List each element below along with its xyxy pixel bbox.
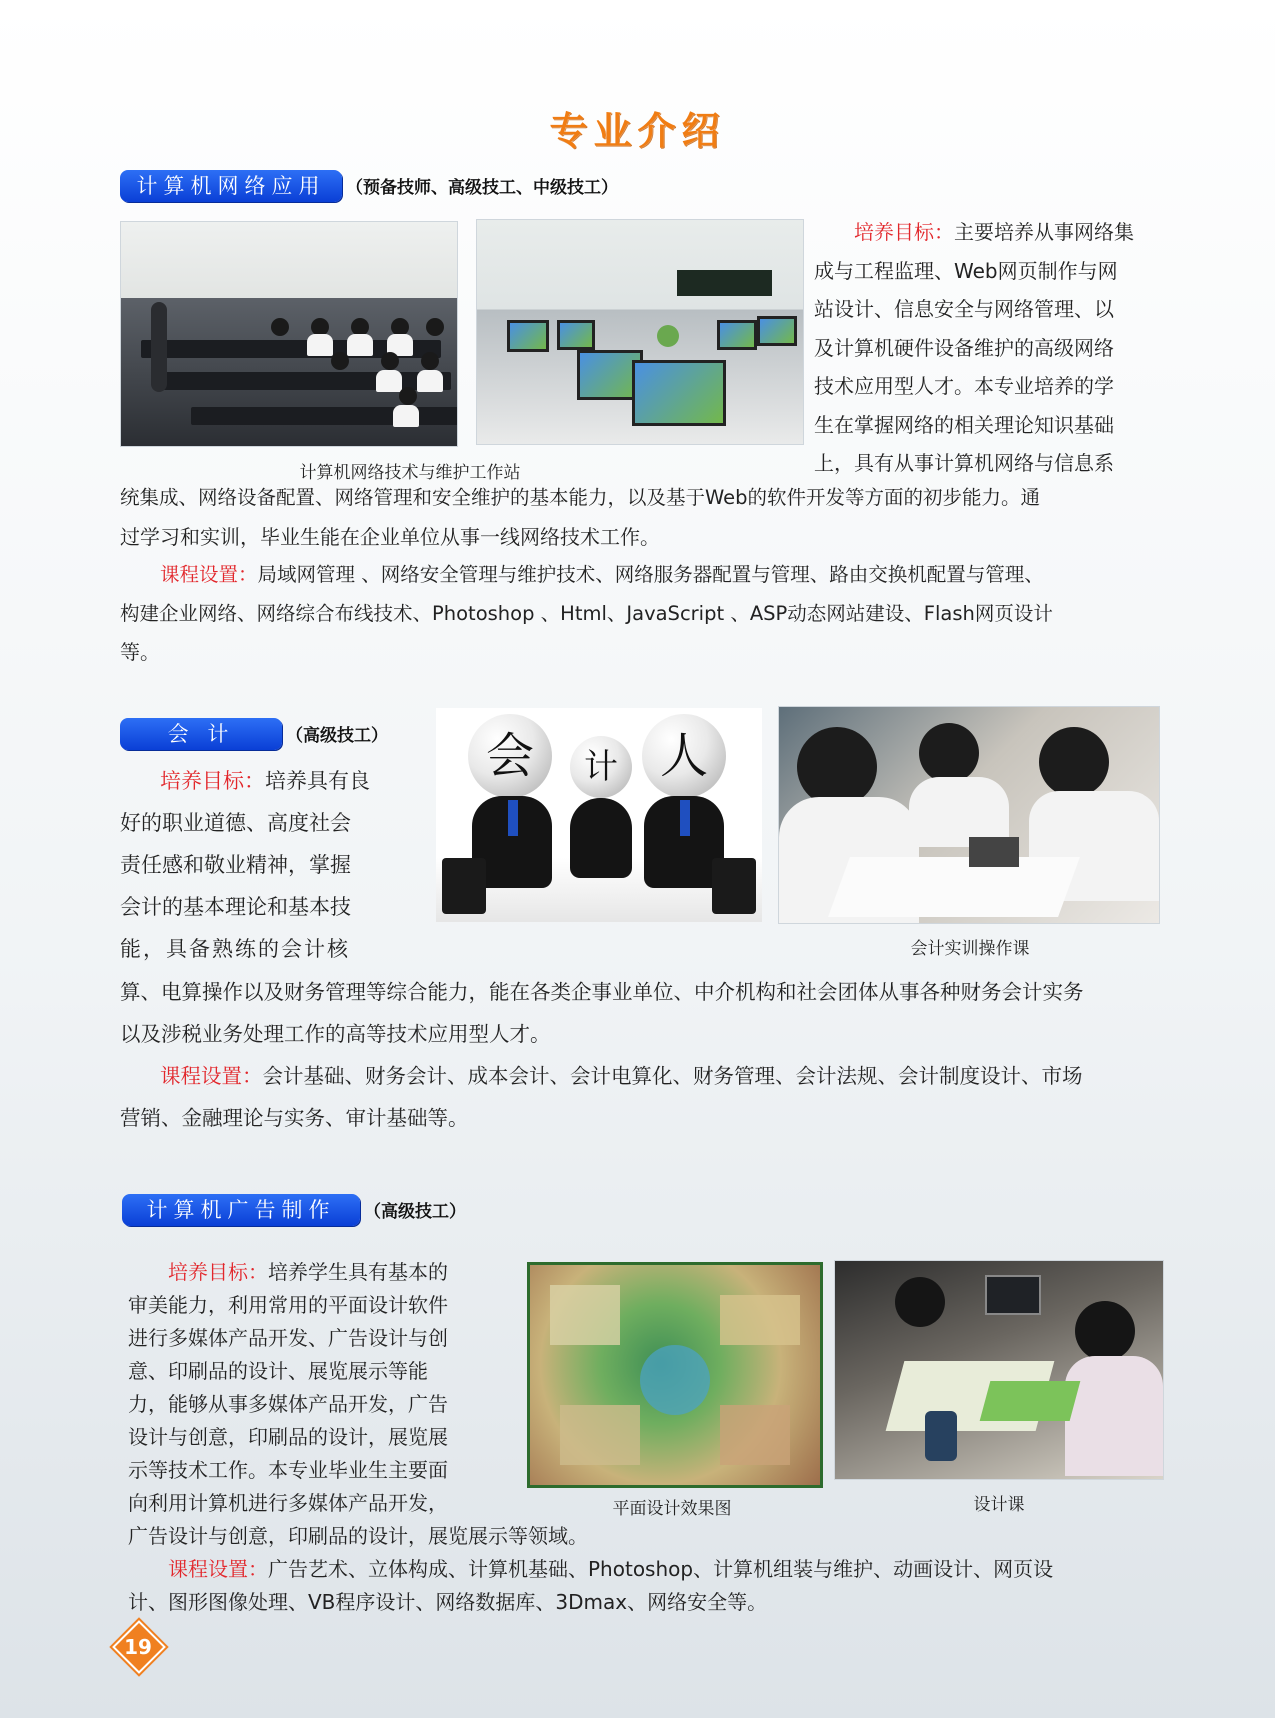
advertising-goal-line: 设计与创意，印刷品的设计，展览展	[128, 1425, 448, 1449]
accounting-goal-column	[120, 760, 390, 970]
advertising-goal-line: 进行多媒体产品开发、广告设计与创	[128, 1326, 448, 1350]
accounting-caption: 会计实训操作课	[910, 939, 1030, 959]
network-goal-line: 生在掌握网络的相关理论知识基础	[814, 412, 1114, 437]
advertising-course-label: 课程设置：	[168, 1557, 268, 1581]
section-heading-network: 计算机网络应用	[120, 170, 342, 202]
network-goal-line: 站设计、信息安全与网络管理、以	[814, 297, 1114, 321]
advertising-goal-label: 培养目标：	[168, 1260, 268, 1284]
accounting-goal-label: 培养目标：	[160, 769, 265, 793]
advertising-course-line: 广告艺术、立体构成、计算机基础、Photoshop、计算机组装与维护、动画设计、网页设	[268, 1557, 1054, 1581]
network-goal-line: 成与工程监理、Web网页制作与网	[814, 258, 1118, 283]
advertising-goal-line: 力，能够从事多媒体产品开发，广告	[128, 1392, 448, 1416]
accounting-class-photo	[778, 706, 1160, 924]
advertising-goal-line: 向利用计算机进行多媒体产品开发，	[128, 1491, 448, 1515]
accounting-goal-line: 会计的基本理论和基本技	[120, 895, 351, 919]
network-course-line: 构建企业网络、网络综合布线技术、Photoshop 、Html、JavaScript 、ASP动态网站建设、Flash网页设计	[120, 601, 1053, 625]
network-goal-label: 培养目标：	[854, 220, 954, 244]
advertising-class-photo	[834, 1260, 1164, 1480]
network-goal-line: 上，具有从事计算机网络与信息系	[814, 451, 1114, 475]
network-goal-line: 及计算机硬件设备维护的高级网络	[814, 335, 1114, 360]
advertising-goal-line: 审美能力，利用常用的平面设计软件	[128, 1293, 448, 1317]
accounting-course-line: 营销、金融理论与实务、审计基础等。	[120, 1106, 469, 1130]
network-course-line: 等。	[120, 640, 160, 664]
network-goal-line: 统集成、网络设备配置、网络管理和安全维护的基本能力，以及基于Web的软件开发等方面的初步能力。通	[120, 486, 1041, 509]
advertising-course-line: 计、图形图像处理、VB程序设计、网络数据库、3Dmax、网络安全等。	[128, 1590, 768, 1614]
advertising-goal-line: 示等技术工作。本专业毕业生主要面	[128, 1458, 448, 1482]
advertising-caption-left: 平面设计效果图	[612, 1499, 732, 1519]
section-heading-accounting: 会 计	[120, 718, 282, 750]
accounting-goal-line: 责任感和敬业精神，掌握	[120, 853, 351, 877]
section-levels-advertising: （高级技工）	[364, 1202, 466, 1222]
accounting-goal-line: 好的职业道德、高度社会	[120, 811, 351, 835]
advertising-goal-line: 广告设计与创意，印刷品的设计，展览展示等领域。	[128, 1524, 588, 1548]
network-goal-line: 过学习和实训，毕业生能在企业单位从事一线网络技术工作。	[120, 524, 660, 549]
accounting-char-ball: 人	[642, 714, 726, 798]
accounting-goal-line: 以及涉税业务处理工作的高等技术应用型人才。	[120, 1022, 551, 1046]
network-caption: 计算机网络技术与维护工作站	[299, 463, 521, 483]
network-lab-photo	[476, 219, 804, 445]
advertising-caption-right: 设计课	[973, 1495, 1025, 1515]
network-goal-continued	[120, 479, 1180, 672]
advertising-plan-image	[527, 1262, 823, 1488]
network-goal-line: 技术应用型人才。本专业培养的学	[814, 374, 1114, 398]
advertising-goal-line: 培养学生具有基本的	[268, 1260, 448, 1284]
section-heading-advertising: 计算机广告制作	[122, 1194, 360, 1226]
page-title: 专业介绍	[549, 109, 726, 153]
accounting-course-label: 课程设置：	[160, 1064, 263, 1088]
page-number: 19	[124, 1635, 152, 1659]
accounting-goal-line: 能，具备熟练的会计核	[120, 937, 350, 961]
accounting-char-ball: 计	[570, 736, 632, 798]
advertising-course	[128, 1553, 1188, 1619]
accounting-goal-continued	[120, 971, 1180, 1139]
network-goal-line: 主要培养从事网络集	[954, 220, 1134, 244]
accounting-char-ball: 会	[468, 714, 552, 798]
advertising-goal-column	[128, 1256, 588, 1553]
accounting-course-line: 会计基础、财务会计、成本会计、会计电算化、财务管理、会计法规、会计制度设计、市场	[262, 1064, 1083, 1088]
section-levels-accounting: （高级技工）	[286, 726, 388, 746]
network-goal-column	[814, 213, 1174, 483]
section-levels-network: （预备技师、高级技工、中级技工）	[346, 178, 618, 198]
accounting-goal-line: 培养具有良	[265, 769, 370, 793]
advertising-goal-line: 意、印刷品的设计、展览展示等能	[128, 1359, 428, 1383]
network-course-label: 课程设置：	[160, 563, 258, 586]
accounting-graphic	[436, 708, 762, 922]
accounting-goal-line: 算、电算操作以及财务管理等综合能力，能在各类企事业单位、中介机构和社会团体从事各种财务会计实务	[120, 980, 1084, 1004]
network-course-line: 局域网管理 、网络安全管理与维护技术、网络服务器配置与管理、路由交换机配置与管理、	[257, 563, 1044, 586]
network-classroom-photo	[120, 221, 458, 447]
